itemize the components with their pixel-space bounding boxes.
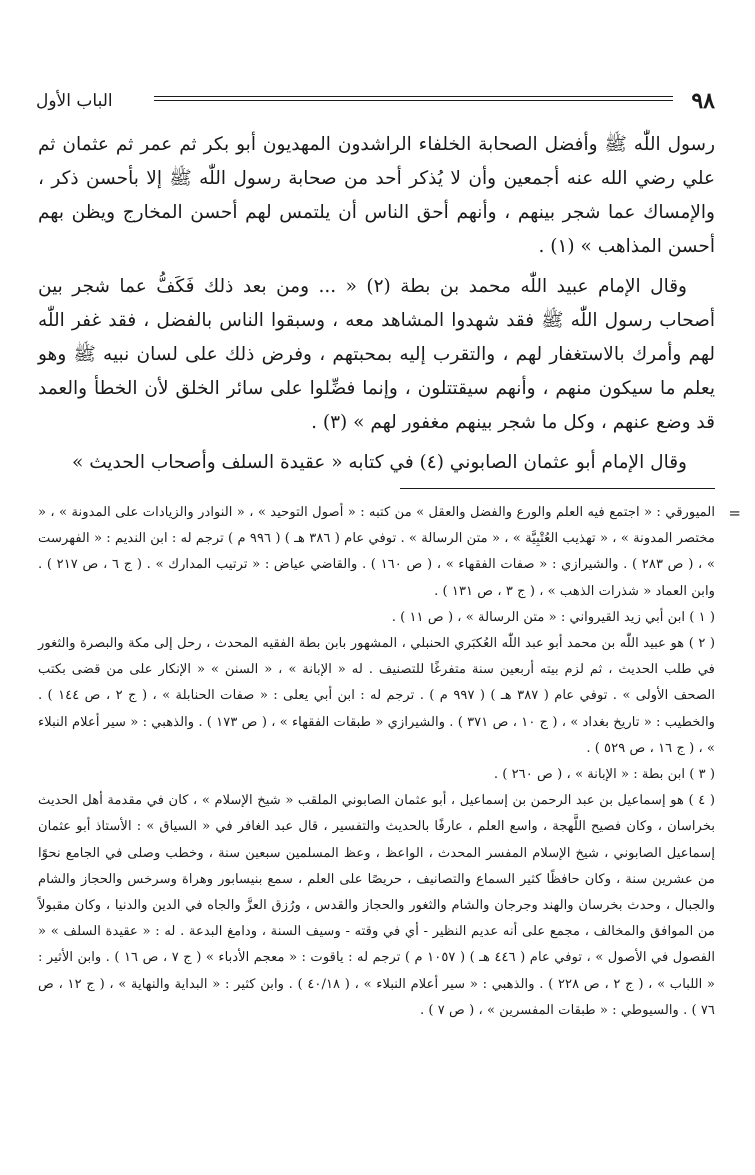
main-text <box>38 128 715 486</box>
header-double-rule <box>154 96 673 101</box>
footnote-4: ( ٤ ) هو إسماعيل بن عبد الرحمن بن إسماعيل ، أبو عثمان الصابوني الملقب « شيخ الإسلام » ، كان في مقدمة أهل الحديث بخراسان ، وكان فصيح اللَّهجة ، واسع العلم ، عارفًا بالحديث والتفسير ، قال عبد الغافر في « السياق » : الأستاذ أبو عثمان إسماعيل الصابوني ، شيخ الإسلام المفسر المحدث ، الواعظ ، وعظ المسلمين سبعين سنة ، وخطب وصلى في الجامع نحوًا من عشرين سنة ، وكان حافظًا كثير السماع والتصانيف ، حريصًا على العلم ، سمع بنيسابور وهراة وسرخس والحجاز والشام والجبال ، وحدث بخرسان والهند وجرجان والشام والثغور والحجاز والقدس ، ورُزق العزَّ والجاه في الدين والدنيا ، وكان مقبولاً من الموافق والمخالف ، مجمع على أنه عديم النظير - أي في وقته - وسيف السنة ، ودامغ البدعة . له : « عقيدة السلف » « الفصول في الأصول » ، توفي عام ( ٤٤٦ هـ ) ( ١٠٥٧ م ) ترجم له : ياقوت : « معجم الأدباء » ( ج ٧ ، ص ١٦ ) . وابن الأثير : « اللباب » ، ( ج ٢ ، ص ٢٢٨ ) . والذهبي : « سير أعلام النبلاء » ، ( ٤٠/١٨ ) . وابن كثير : « البداية والنهاية » ، ( ج ١٢ ، ص ٧٦ ) . والسيوطي : « طبقات المفسرين » ، ( ص ٧ ) . <box>38 793 716 1018</box>
main-paragraph-1: رسول اللّٰه ﷺ وأفضل الصحابة الخلفاء الراشدون المهديون أبو بكر ثم عمر ثم عثمان ثم علي رضي الله عنه أجمعين وأن لا يُذكر أحد من صحابة رسول اللّٰه ﷺ إلا بأحسن ذكر ، والإمساك عما شجر بينهم ، وأنهم أحق الناس أن يلتمس لهم أحسن المخارج ويظن بهم أحسن المذاهب » (١) . <box>38 134 715 257</box>
main-paragraph-2: وقال الإمام عبيد اللّٰه محمد بن بطة (٢) « ... ومن بعد ذلك فَكَفُّ عما شجر بين أصحاب رسول اللّٰه ﷺ فقد شهدوا المشاهد معه ، وسبقوا الناس بالفضل ، فقد غفر اللّٰه لهم وأمرك بالاستغفار لهم ، والتقرب إليه بمحبتهم ، وفرض ذلك على لسان نبيه ﷺ وهو يعلم ما سيكون منهم ، وأنهم سيقتتلون ، وإنما فضِّلوا على سائر الخلق لأن الخطأ والعمد قد وضع عنهم ، وكل ما شجر بينهم مغفور لهم » (٣) . <box>38 276 715 433</box>
footnotes <box>38 500 741 1024</box>
footnote-separator <box>400 488 715 489</box>
main-paragraph-3: وقال الإمام أبو عثمان الصابوني (٤) في كتابه « عقيدة السلف وأصحاب الحديث » <box>72 452 687 473</box>
footnote-continuation-mark: = <box>728 504 741 522</box>
footnote-1: ( ١ ) ابن أبي زيد القيرواني : « متن الرسالة » ، ( ص ١١ ) . <box>391 609 715 625</box>
running-header <box>36 86 715 116</box>
page-number: ٩٨ <box>691 88 715 114</box>
footnote-3: ( ٣ ) ابن بطة : « الإبانة » ، ( ص ٢٦٠ ) . <box>493 767 715 783</box>
chapter-title: الباب الأول <box>36 91 113 111</box>
footnote-continued: الميورقي : « اجتمع فيه العلم والورع والفضل والعقل » من كتبه : « أصول التوحيد » ، « النوادر والزيادات على المدونة » ، « مختصر المدونة » ، « تهذيب العُتْبِيَّة » ، « متن الرسالة » . توفي عام ( ٣٨٦ هـ ) ( ٩٩٦ م ) ترجم له : ابن النديم : « الفهرست » ، ( ص ٢٨٣ ) . والشيرازي : « صفات الفقهاء » ، ( ص ١٦٠ ) . والقاضي عياض : « ترتيب المدارك » . ( ج ٦ ، ص ٢١٧ ) . وابن العماد « شذرات الذهب » ، ( ج ٣ ، ص ١٣١ ) . <box>38 505 715 599</box>
footnote-2: ( ٢ ) هو عبيد اللّٰه بن محمد أبو عبد اللّٰه العُكبَري الحنبلي ، المشهور بابن بطة الفقيه المحدث ، رحل إلى مكة والبصرة والثغور في طلب الحديث ، ثم لزم بيته أربعين سنة متفرغًا للتصنيف . له « الإبانة » ، « السنن » « الإنكار على من قضى بكتب الصحف الأولى » . توفي عام ( ٣٨٧ هـ ) ( ٩٩٧ م ) . ترجم له : ابن أبي يعلى : « صفات الحنابلة » ، ( ج ٢ ، ص ١٤٤ ) . والخطيب : « تاريخ بغداد » ، ( ج ١٠ ، ص ٣٧١ ) . والشيرازي « طبقات الفقهاء » ، ( ص ١٧٣ ) . والذهبي : « سير أعلام النبلاء » ، ( ج ١٦ ، ص ٥٢٩ ) . <box>38 636 716 756</box>
